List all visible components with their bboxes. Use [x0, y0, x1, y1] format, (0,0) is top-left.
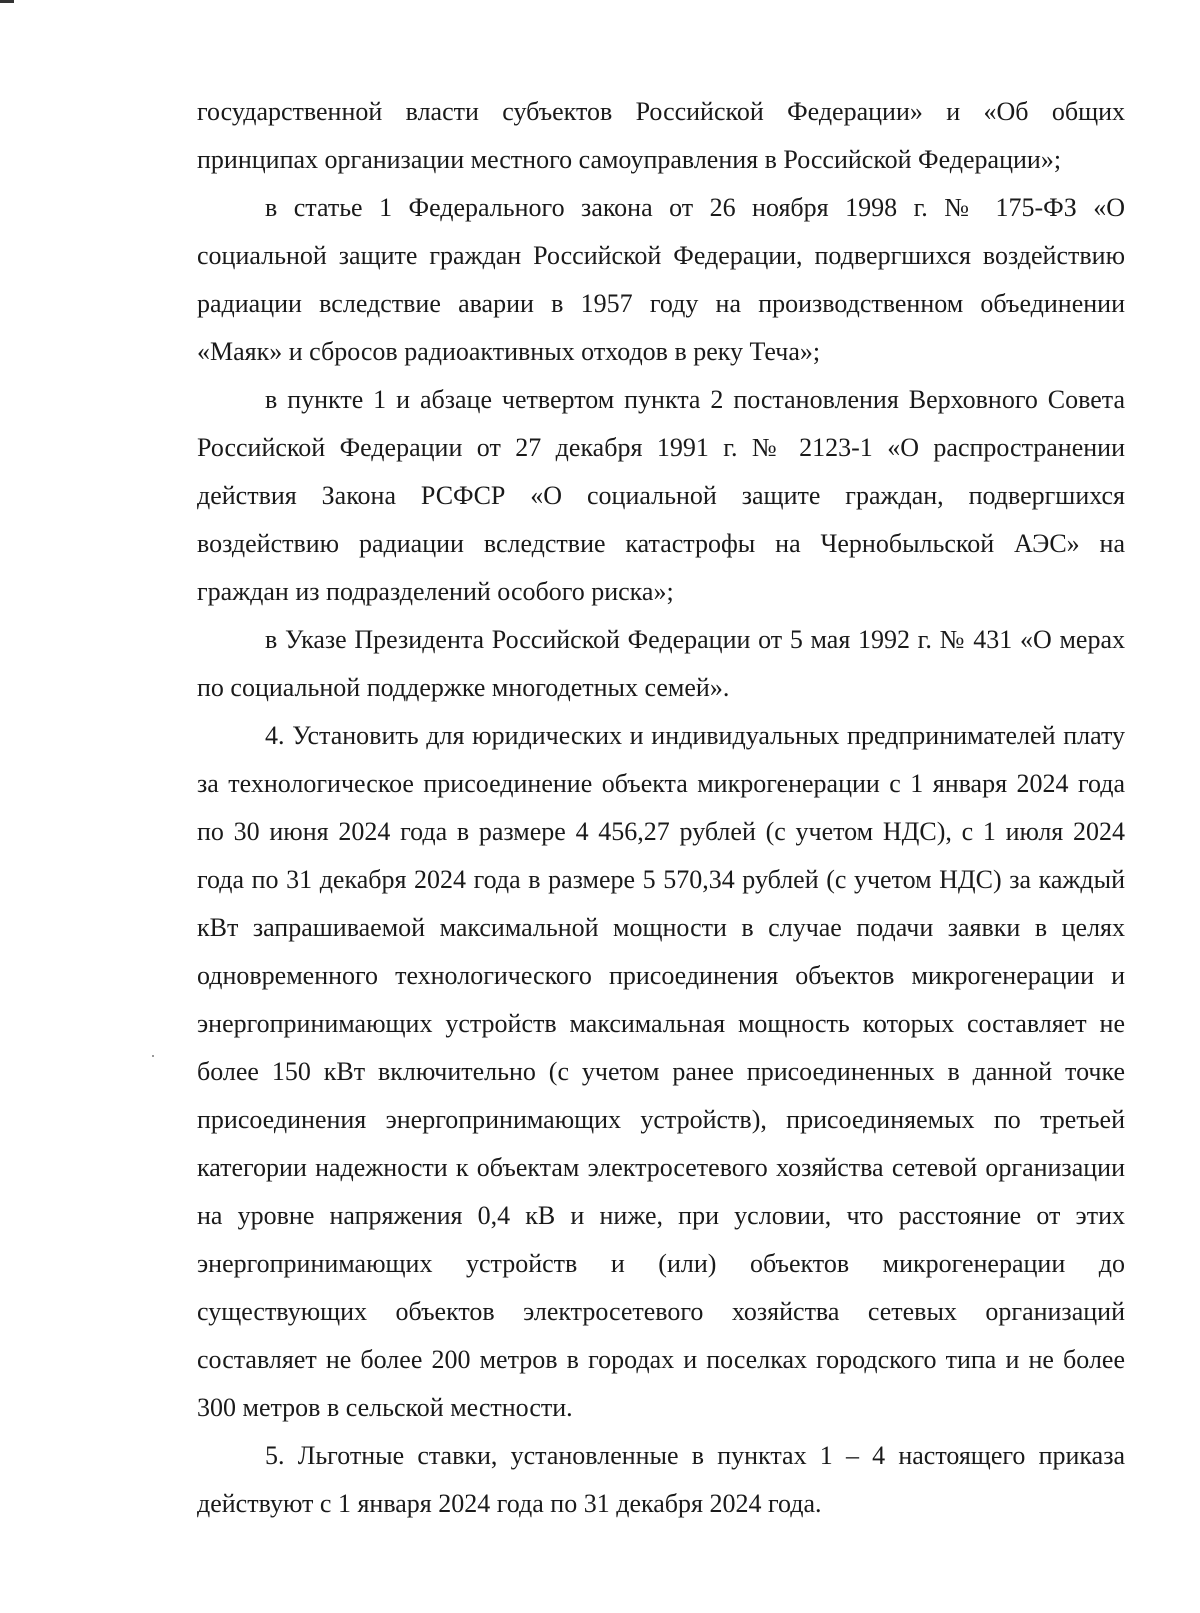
scan-margin-dot — [152, 1055, 154, 1057]
paragraph-continuation: государственной власти субъектов Российской Федерации» и «Об общих принципах организации местного самоуправления в Российской Федерации»; — [197, 97, 1125, 174]
paragraph-resolution-2123-1: в пункте 1 и абзаце четвертом пункта 2 постановления Верховного Совета Российской Федерации от 27 декабря 1991 г. № 2123-1 «О распространении действия Закона РСФСР «О социальной защите граждан, подвергшихся воздействию радиации вследствие катастрофы на Чернобыльской АЭС» на граждан из подразделений особого риска»; — [197, 385, 1125, 606]
document-body — [197, 88, 1125, 1528]
paragraph-decree-431: в Указе Президента Российской Федерации от 5 мая 1992 г. № 431 «О мерах по социальной поддержке многодетных семей». — [197, 625, 1125, 702]
paragraph-item-5: 5. Льготные ставки, установленные в пунктах 1 – 4 настоящего приказа действуют с 1 января 2024 года по 31 декабря 2024 года. — [197, 1441, 1125, 1518]
paragraph-item-4: 4. Установить для юридических и индивидуальных предпринимателей плату за технологическое присоединение объекта микрогенерации с 1 января 2024 года по 30 июня 2024 года в размере 4 456,27 рублей (с учетом НДС), с 1 июля 2024 года по 31 декабря 2024 года в размере 5 570,34 рублей (с учетом НДС) за каждый кВт запрашиваемой максимальной мощности в случае подачи заявки в целях одновременного технологического присоединения объектов микрогенерации и энергопринимающих устройств максимальная мощность которых составляет не более 150 кВт включительно (с учетом ранее присоединенных в данной точке присоединения энергопринимающих устройств), присоединяемых по третьей категории надежности к объектам электросетевого хозяйства сетевой организации на уровне напряжения 0,4 кВ и ниже, при условии, что расстояние от этих энергопринимающих устройств и (или) объектов микрогенерации до существующих объектов электросетевого хозяйства сетевых организаций составляет не более 200 метров в городах и поселках городского типа и не более 300 метров в сельской местности. — [197, 721, 1125, 1422]
paragraph-article-1-law-175: в статье 1 Федерального закона от 26 ноября 1998 г. № 175-ФЗ «О социальной защите граждан Российской Федерации, подвергшихся воздействию радиации вследствие аварии в 1957 году на производственном объединении «Маяк» и сбросов радиоактивных отходов в реку Теча»; — [197, 193, 1125, 366]
scan-corner-mark — [0, 0, 14, 3]
